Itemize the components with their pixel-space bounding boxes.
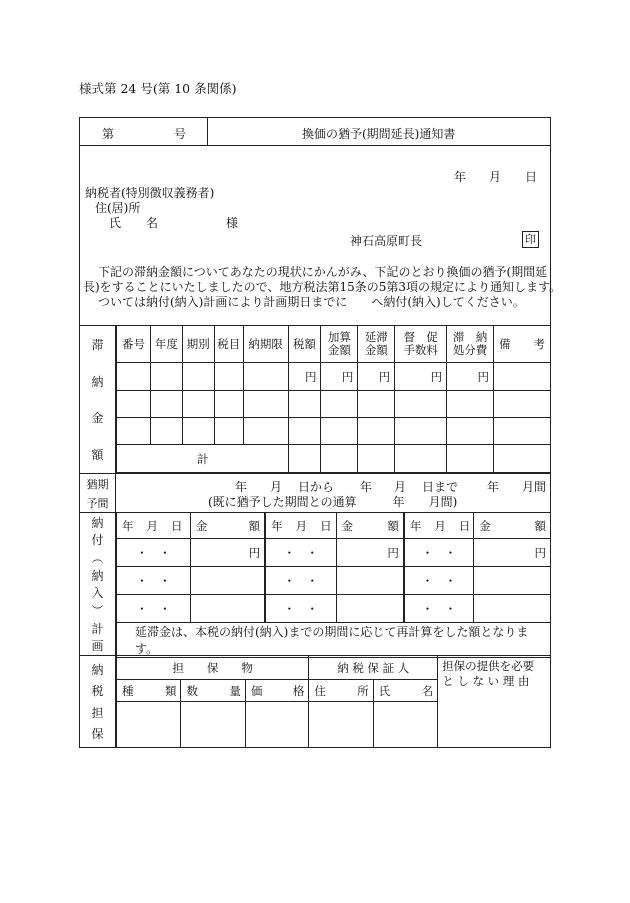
body-line-2: 長)をすることにいたしましたので、地方税法第15条の5第3項の規定により通知します。 — [83, 280, 562, 294]
plan-amount-header: 金 額 — [190, 513, 265, 539]
arrears-total-row — [117, 445, 551, 473]
plan-date-cell: ・ ・ — [265, 595, 336, 623]
col-name: 氏 名 — [373, 680, 437, 702]
plan-note-row — [117, 623, 551, 658]
arrears-side-3: 金 — [91, 411, 104, 426]
plan-side-8: 画 — [91, 639, 104, 654]
arrears-row — [117, 391, 551, 418]
header-divider — [207, 118, 208, 145]
date-year: 年 — [454, 170, 467, 184]
plan-date-cell: ・ ・ — [117, 539, 191, 567]
arrears-row — [117, 418, 551, 445]
number-prefix: 第 — [102, 127, 115, 141]
col-disposal-fee: 滞 納 処分費 — [447, 326, 494, 363]
deferral-period-row — [80, 474, 550, 513]
plan-date-cell: ・ ・ — [404, 567, 474, 595]
period-month-to: 月 — [394, 480, 407, 494]
collateral-side-3: 担 — [91, 705, 104, 720]
total-label: 計 — [117, 445, 289, 473]
honorific: 様 — [226, 216, 239, 230]
col-year: 年度 — [150, 326, 182, 363]
plan-amount-header: 金 額 — [336, 513, 404, 539]
plan-date-cell: ・ ・ — [265, 567, 336, 595]
guarantor-header: 納 税 保 証 人 — [309, 656, 438, 680]
col-delinquency: 延滞 金額 — [358, 326, 395, 363]
issuer-name: 神石高原町長 — [350, 234, 423, 248]
number-suffix: 号 — [174, 127, 187, 141]
period-day-from: 日から — [298, 480, 335, 494]
col-number: 番号 — [117, 326, 151, 363]
period-side-2: 予間 — [86, 496, 109, 510]
no-collateral-reason — [438, 656, 551, 748]
collateral-side-4: 保 — [91, 727, 104, 742]
yen-unit: 円 — [336, 539, 404, 567]
arrears-side-4: 額 — [91, 448, 104, 463]
plan-date-header: 年 月 日 — [404, 513, 474, 539]
yen-unit: 円 — [358, 363, 395, 391]
payment-plan-section — [80, 513, 550, 656]
yen-unit: 円 — [190, 539, 265, 567]
plan-note: 延滞金は、本税の納付(納入)までの期間に応じて再計算をした額となります。 — [117, 623, 551, 658]
form-number-label: 様式第 24 号(第 10 条関係) — [79, 81, 237, 96]
plan-side-1: 納 — [91, 515, 104, 530]
period-month-from: 月 — [270, 480, 283, 494]
residence-label: 住(居)所 — [95, 201, 141, 215]
collateral-goods-header: 担 保 物 — [117, 656, 309, 680]
plan-side-label — [80, 513, 116, 655]
col-kind: 種 類 — [117, 680, 181, 702]
collateral-side-label — [80, 656, 116, 747]
collateral-table — [116, 655, 551, 748]
address-block — [80, 146, 562, 326]
period-side-label — [80, 474, 116, 512]
arrears-side-2: 納 — [91, 374, 104, 389]
body-line-3: ついては納付(納入)計画により計画期日までに へ納付(納入)してください。 — [98, 295, 525, 309]
plan-side-3: ︵ — [91, 550, 104, 565]
taxpayer-label: 納税者(特別徴収義務者) — [85, 186, 215, 200]
col-additional: 加算 金額 — [321, 326, 358, 363]
reason-line-2: と し な い 理 由 — [442, 674, 530, 688]
date-month: 月 — [489, 170, 502, 184]
plan-side-2: 付 — [91, 533, 104, 548]
period-total-year: 年 — [487, 480, 500, 494]
col-address: 住 所 — [309, 680, 373, 702]
plan-date-cell: ・ ・ — [404, 595, 474, 623]
plan-date-cell: ・ ・ — [117, 595, 191, 623]
col-quantity: 数 量 — [181, 680, 245, 702]
reason-line-1: 担保の提供を必要 — [442, 659, 535, 673]
name-label-b: 名 — [146, 216, 159, 230]
col-tax-amount: 税額 — [288, 326, 321, 363]
plan-amount-header: 金 額 — [474, 513, 551, 539]
period-year-to: 年 — [360, 480, 373, 494]
plan-date-cell: ・ ・ — [117, 567, 191, 595]
plan-side-4: 納 — [91, 568, 104, 583]
header-row — [80, 118, 550, 146]
col-period: 期別 — [182, 326, 214, 363]
plan-row — [117, 539, 551, 567]
collateral-side-2: 税 — [91, 684, 104, 699]
arrears-section — [80, 326, 550, 474]
plan-side-7: 計 — [91, 621, 104, 636]
arrears-side-label — [80, 326, 116, 473]
col-due-date: 納期限 — [243, 326, 288, 363]
payment-plan-table — [116, 512, 551, 658]
plan-date-cell: ・ ・ — [265, 539, 336, 567]
plan-side-5: 入 — [91, 586, 104, 601]
arrears-header-row — [117, 326, 551, 363]
plan-row — [117, 595, 551, 623]
collateral-header-row — [117, 656, 551, 680]
arrears-table — [116, 325, 551, 473]
plan-date-header: 年 月 日 — [265, 513, 336, 539]
col-price: 価 格 — [245, 680, 308, 702]
yen-unit: 円 — [447, 363, 494, 391]
period-cumulative: (既に猶予した期間との通算 年 月間) — [208, 495, 458, 509]
yen-unit: 円 — [288, 363, 321, 391]
period-year-from: 年 — [235, 480, 248, 494]
period-day-to: 日まで — [422, 480, 459, 494]
col-reminder-fee: 督 促 手数料 — [395, 326, 447, 363]
date-day: 日 — [525, 170, 538, 184]
col-tax-item: 税目 — [214, 326, 243, 363]
yen-unit: 円 — [395, 363, 447, 391]
document-title: 換価の猶予(期間延長)通知書 — [302, 127, 456, 141]
period-side-1: 猶期 — [86, 477, 109, 491]
plan-row — [117, 567, 551, 595]
name-label-a: 氏 — [109, 216, 122, 230]
yen-unit: 円 — [321, 363, 358, 391]
body-line-1: 下記の滞納金額についてあなたの現状にかんがみ、下記のとおり換価の猶予(期間延 — [98, 265, 548, 279]
yen-unit: 円 — [474, 539, 551, 567]
arrears-side-1: 滞 — [91, 337, 104, 352]
plan-date-header: 年 月 日 — [117, 513, 191, 539]
plan-side-6: ︶ — [91, 603, 104, 618]
collateral-side-1: 納 — [91, 662, 104, 677]
seal-mark: 印 — [522, 231, 539, 248]
arrears-row — [117, 363, 551, 391]
plan-header-row — [117, 513, 551, 539]
col-remarks: 備 考 — [494, 326, 551, 363]
collateral-section — [80, 656, 550, 748]
period-total-month: 月間 — [522, 480, 547, 494]
plan-date-cell: ・ ・ — [404, 539, 474, 567]
notice-form — [79, 117, 562, 748]
